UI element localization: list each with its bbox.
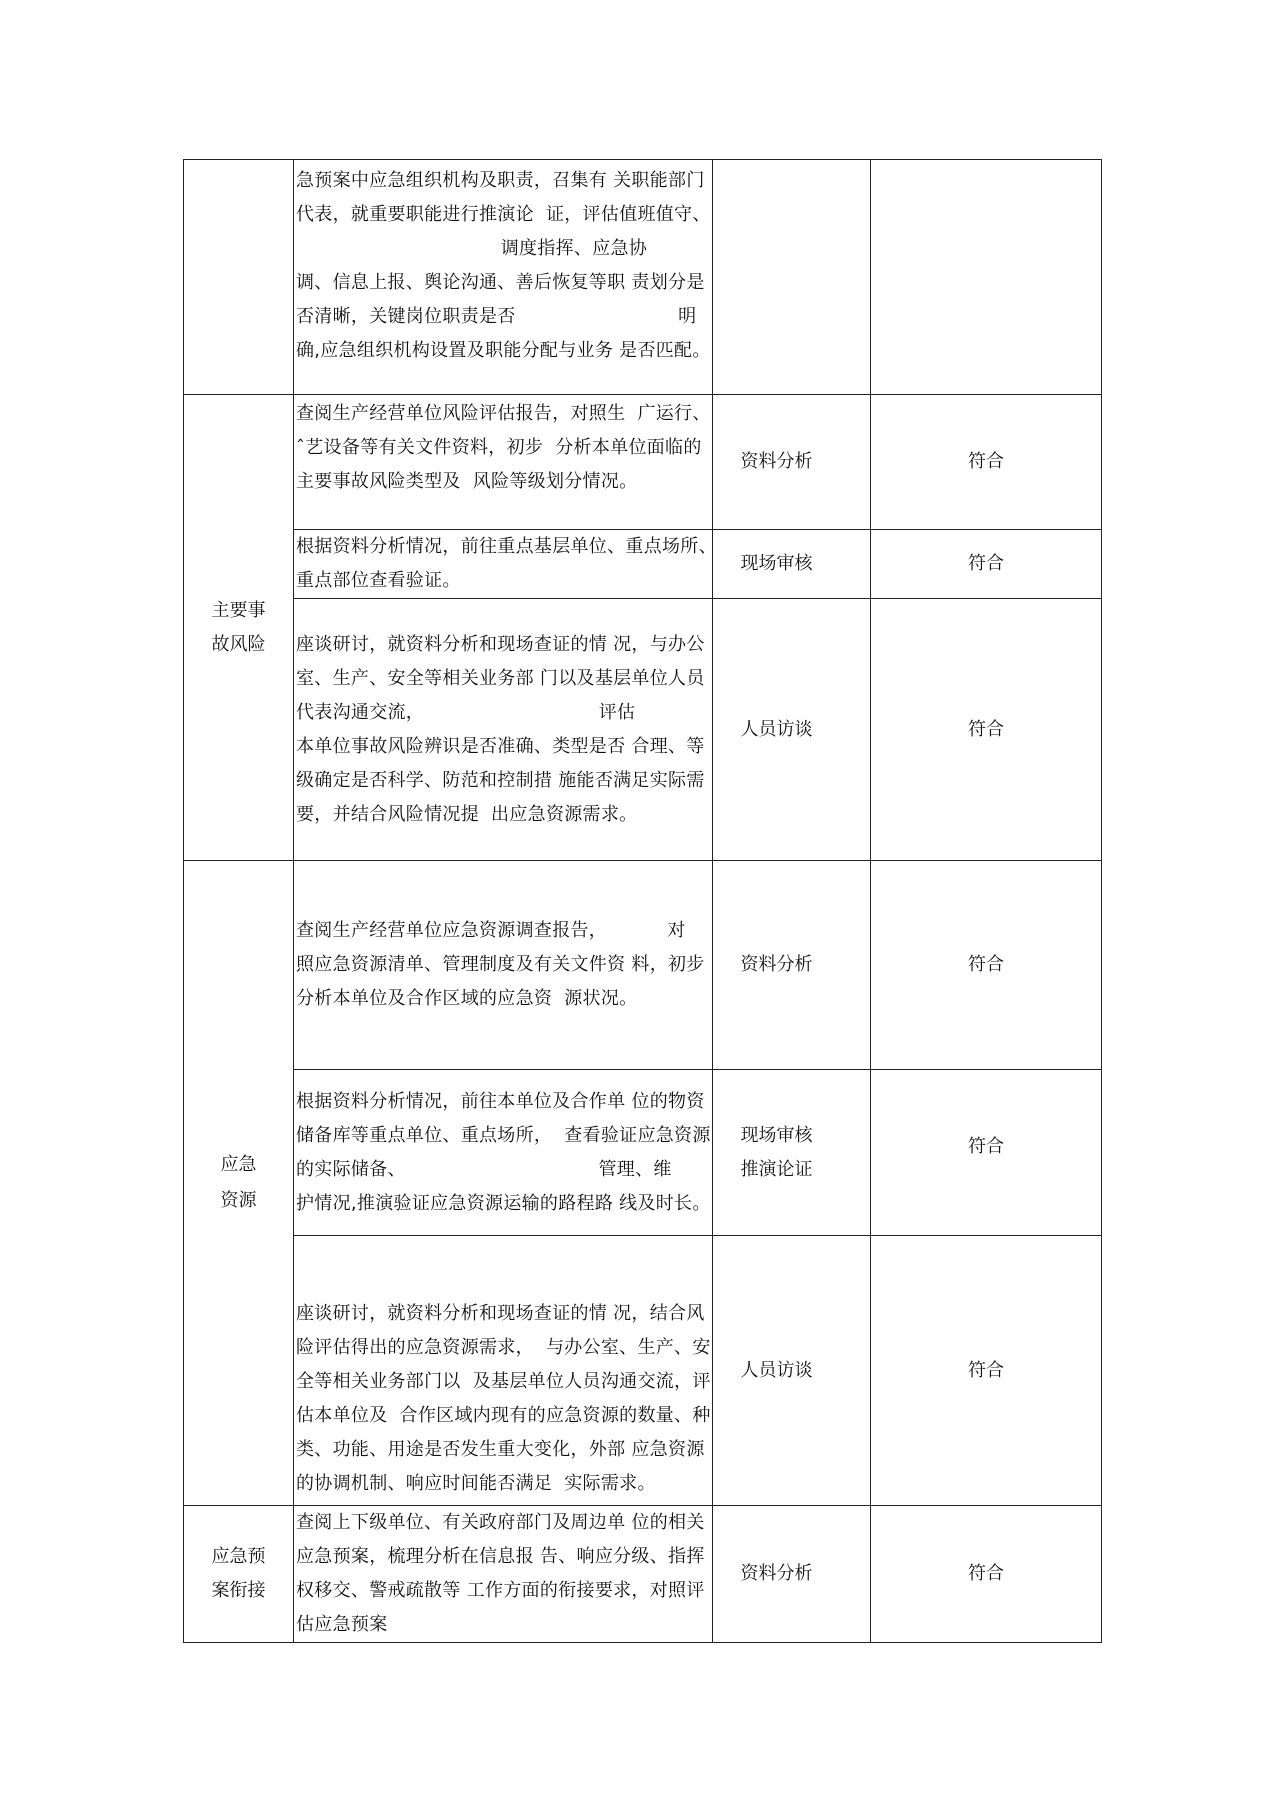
table-row — [184, 599, 1102, 861]
table-row — [184, 395, 1102, 530]
table-row — [184, 1236, 1102, 1506]
table-row — [184, 861, 1102, 1070]
description-cell: 查阅生产经营单位风险评估报告，对照生 广运行、 ˆ艺设备等有关文件资料，初步 分析本单位面临的 主要事故风险类型及 风险等级划分情况。 — [294, 395, 713, 530]
result-cell: 符合 — [871, 530, 1102, 599]
description-cell: 查阅生产经营单位应急资源调查报告， 对 照应急资源清单、管理制度及有关文件资 料，初步 分析本单位及合作区域的应急资 源状况。 — [294, 861, 713, 1070]
method-cell — [713, 160, 871, 395]
table-row — [184, 1506, 1102, 1643]
result-cell: 符合 — [871, 395, 1102, 530]
description-cell: 急预案中应急组织机构及职责，召集有 关职能部门 代表，就重要职能进行推演论 证，评估值班值守、 调度指挥、应急协 调、信息上报、舆论沟通、善后恢复等职 责划分是 否清晰，关键岗位职责是否 明 确,应急组织机构设置及职能分配与业务 是否匹配。 — [294, 160, 713, 395]
result-cell: 符合 — [871, 1506, 1102, 1643]
description-cell: 座谈研讨，就资料分析和现场查证的情 况，与办公 室、生产、安全等相关业务部 门以及基层单位人员 代表沟通交流， 评估 本单位事故风险辨识是否准确、类型是否 合理、等 级确定是否科学、防范和控制措 施能否满足实际需 要，并结合风险情况提 出应急资源需求。 — [294, 599, 713, 861]
result-cell: 符合 — [871, 599, 1102, 861]
description-cell: 座谈研讨，就资料分析和现场查证的情 况，结合风 险评估得出的应急资源需求， 与办公室、生产、安 全等相关业务部门以 及基层单位人员沟通交流，评 估本单位及 合作区域内现有的应急资源的数量、种 类、功能、用途是否发生重大变化，外部 应急资源 的协调机制、响应时间能否满足 实际需求。 — [294, 1236, 713, 1506]
result-cell: 符合 — [871, 1236, 1102, 1506]
method-cell: 现场审核 推演论证 — [713, 1070, 871, 1236]
method-cell: 资料分析 — [713, 861, 871, 1070]
description-cell: 根据资料分析情况，前往本单位及合作单 位的物资 储备库等重点单位、重点场所， 查看验证应急资源 的实际储备、 管理、维 护情况,推演验证应急资源运输的路程路 线及时长。 — [294, 1070, 713, 1236]
method-cell: 人员访谈 — [713, 1236, 871, 1506]
description-cell: 根据资料分析情况，前往重点基层单位、重点场所、 重点部位查看验证。 — [294, 530, 713, 599]
description-cell: 查阅上下级单位、有关政府部门及周边单 位的相关 应急预案，梳理分析在信息报 告、响应分级、指挥 权移交、警戒疏散等 工作方面的衔接要求，对照评 估应急预案 — [294, 1506, 713, 1643]
result-cell — [871, 160, 1102, 395]
method-cell: 人员访谈 — [713, 599, 871, 861]
category-cell: 应急 资源 — [184, 861, 294, 1506]
category-cell: 应急预 案衔接 — [184, 1506, 294, 1643]
table-row — [184, 530, 1102, 599]
result-cell: 符合 — [871, 1070, 1102, 1236]
table-row — [184, 1070, 1102, 1236]
method-cell: 资料分析 — [713, 395, 871, 530]
result-cell: 符合 — [871, 861, 1102, 1070]
method-cell: 资料分析 — [713, 1506, 871, 1643]
table-row — [184, 160, 1102, 395]
evaluation-table — [183, 159, 1102, 1643]
category-cell — [184, 160, 294, 395]
category-cell: 主要事 故风险 — [184, 395, 294, 861]
method-cell: 现场审核 — [713, 530, 871, 599]
